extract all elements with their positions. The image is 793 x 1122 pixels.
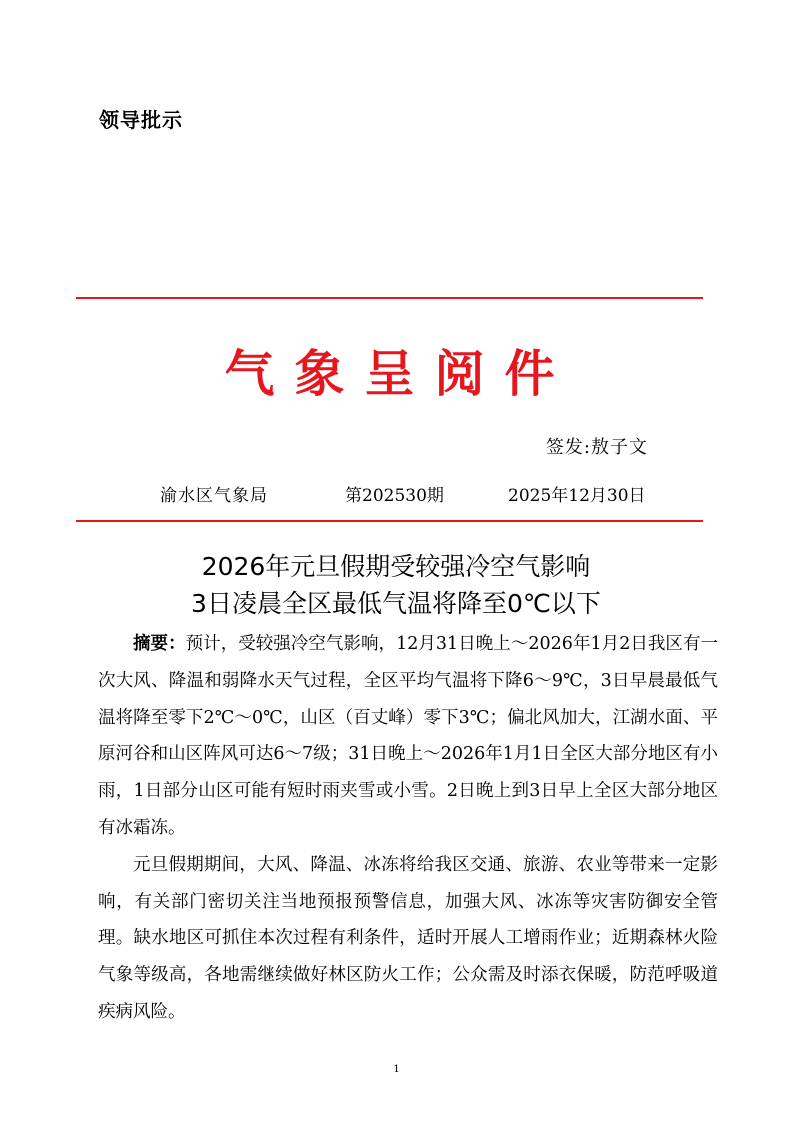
report-body xyxy=(98,626,718,1031)
bottom-red-rule xyxy=(76,520,703,522)
masthead-title xyxy=(76,344,703,404)
page-number: 1 xyxy=(393,1064,400,1075)
issue-date: 2025年12月30日 xyxy=(508,486,646,506)
masthead-char: 象 xyxy=(294,345,345,403)
headline-line-2: 3日凌晨全区最低气温将降至0℃以下 xyxy=(191,589,601,618)
abstract-paragraph xyxy=(98,626,718,847)
abstract-label: 摘要： xyxy=(133,634,186,654)
issue-number: 第202530期 xyxy=(345,486,444,506)
impact-paragraph: 元旦假期期间，大风、降温、冰冻将给我区交通、旅游、农业等带来一定影响，有关部门密切关注当地预报预警信息，加强大风、冰冻等灾害防御安全管理。缺水地区可抓住本次过程有利条件，适时开展人工增雨作业；近期森林火险气象等级高，各地需继续做好林区防火工作；公众需及时添衣保暖，防范呼吸道疾病风险。 xyxy=(98,854,718,1022)
masthead-char: 气 xyxy=(224,345,275,403)
abstract-text: 预计，受较强冷空气影响，12月31日晚上～2026年1月2日我区有一次大风、降温和弱降水天气过程，全区平均气温将下降6～9℃，3日早晨最低气温将降至零下2℃～0℃，山区（百丈峰）零下3℃；偏北风加大，江湖水面、平原河谷和山区阵风可达6～7级；31日晚上～2026年1月1日全区大部分地区有小雨，1日部分山区可能有短时雨夹雪或小雪。2日晚上到3日早上全区大部分地区有冰霜冻。 xyxy=(98,634,719,838)
masthead-char: 呈 xyxy=(364,345,415,403)
leader-instruction-label: 领导批示 xyxy=(99,108,183,132)
report-headline xyxy=(76,548,716,622)
masthead-char: 件 xyxy=(504,345,555,403)
headline-line-1: 2026年元旦假期受较强冷空气影响 xyxy=(201,552,591,581)
top-red-rule xyxy=(76,297,703,299)
masthead-char: 阅 xyxy=(434,345,485,403)
issuing-organization: 渝水区气象局 xyxy=(160,486,268,506)
signer: 签发:敖子文 xyxy=(545,437,648,458)
